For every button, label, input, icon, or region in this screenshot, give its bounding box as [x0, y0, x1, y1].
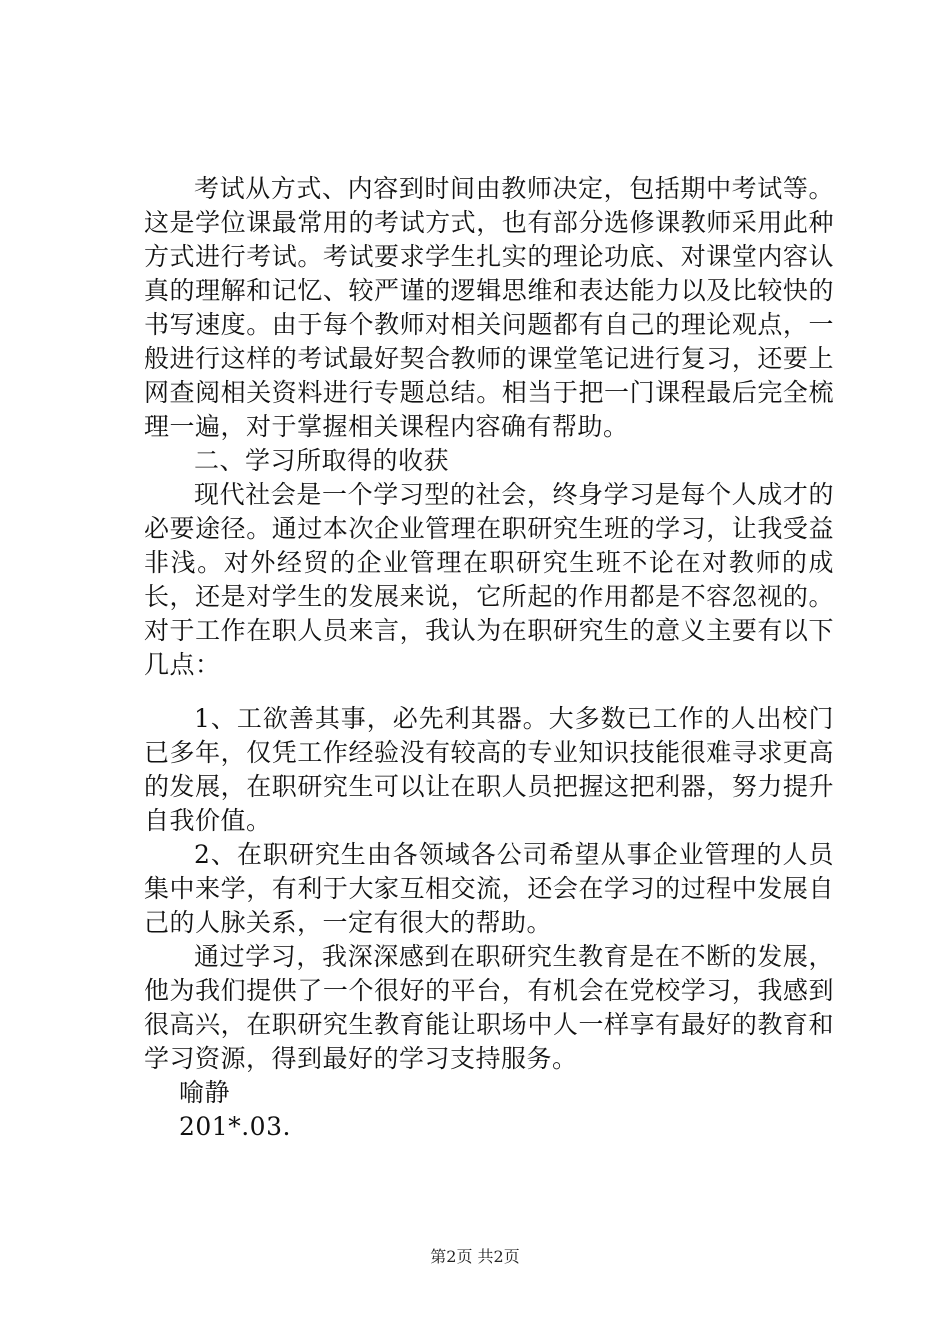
author-signature: 喻静	[179, 1078, 231, 1107]
document-body	[144, 172, 834, 1144]
paragraph-gap	[144, 682, 834, 702]
paragraph-point-2: 2、在职研究生由各领域各公司希望从事企业管理的人员集中来学，有利于大家互相交流，还会在学习的过程中发展自己的人脉关系，一定有很大的帮助。	[144, 840, 834, 937]
paragraph-conclusion: 通过学习，我深深感到在职研究生教育是在不断的发展，他为我们提供了一个很好的平台，有机会在党校学习，我感到很高兴，在职研究生教育能让职场中人一样享有最好的教育和学习资源，得到最好的学习支持服务。	[144, 942, 834, 1073]
page-footer: 第2页 共2页	[430, 1247, 520, 1266]
section-heading: 二、学习所取得的收获	[194, 446, 450, 475]
paragraph-learning-society: 现代社会是一个学习型的社会，终身学习是每个人成才的必要途径。通过本次企业管理在职研究生班的学习，让我受益非浅。对外经贸的企业管理在职研究生班不论在对教师的成长，还是对学生的发展来说，它所起的作用都是不容忽视的。对于工作在职人员来言，我认为在职研究生的意义主要有以下几点：	[144, 480, 834, 679]
document-date: 201*.03.	[179, 1112, 291, 1141]
paragraph-point-1: 1、工欲善其事，必先利其器。大多数已工作的人出校门已多年，仅凭工作经验没有较高的专业知识技能很难寻求更高的发展，在职研究生可以让在职人员把握这把利器，努力提升自我价值。	[144, 704, 834, 835]
paragraph-exam-method: 考试从方式、内容到时间由教师决定，包括期中考试等。这是学位课最常用的考试方式，也有部分选修课教师采用此种方式进行考试。考试要求学生扎实的理论功底、对课堂内容认真的理解和记忆、较严谨的逻辑思维和表达能力以及比较快的书写速度。由于每个教师对相关问题都有自己的理论观点，一般进行这样的考试最好契合教师的课堂笔记进行复习，还要上网查阅相关资料进行专题总结。相当于把一门课程最后完全梳理一遍，对于掌握相关课程内容确有帮助。	[144, 174, 834, 441]
